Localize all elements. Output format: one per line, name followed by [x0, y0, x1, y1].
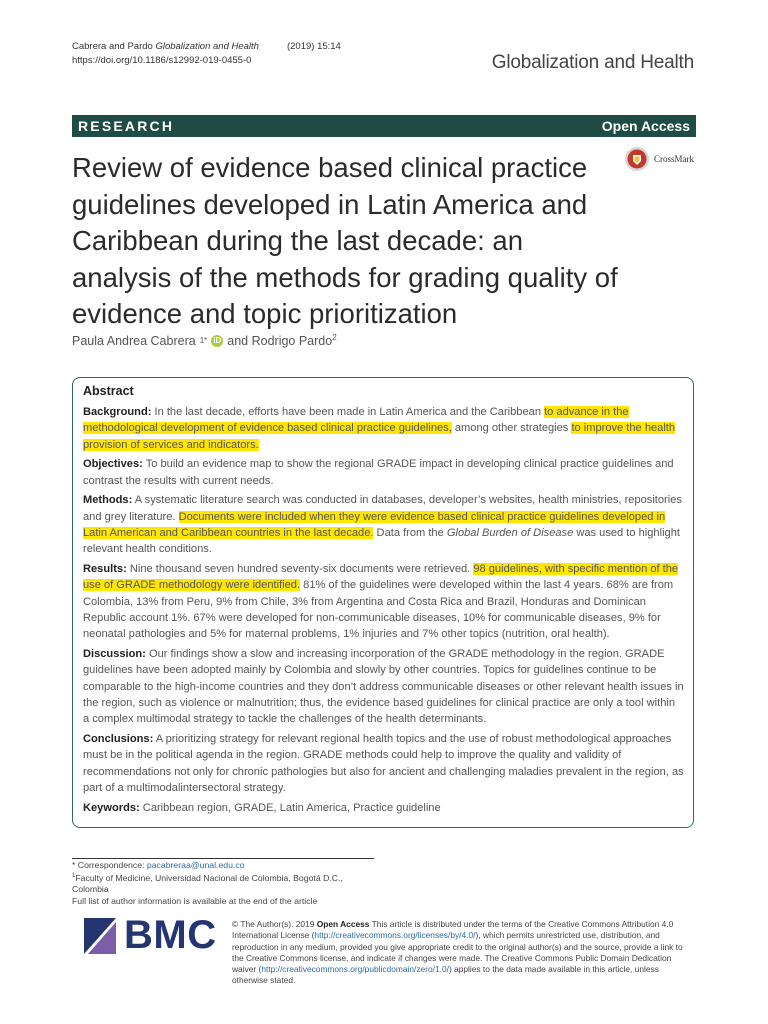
footnote-divider: [72, 858, 374, 859]
abstract-background: Background: In the last decade, efforts have been made in Latin America and the Caribbean to advance in the methodological development of evidence based clinical practice guidelines, among other strategies to improve the health provision of services and indicators.: [83, 406, 676, 451]
bmc-mark-icon: [84, 918, 116, 954]
author-info-note: Full list of author information is available at the end of the article: [72, 895, 318, 906]
crossmark-badge[interactable]: [624, 146, 694, 172]
abstract-conclusions: Conclusions: A prioritizing strategy for relevant regional health topics and the use of robust methodological approaches must be in the political agenda in the region. GRADE methods could help to improve the quality and validity of recommendations not only for chronic pathologies but also for ancient and challenging maladies prevalent in the region, as part of a multimodalintersectoral strategy.: [83, 733, 684, 795]
footnotes: [72, 860, 352, 907]
abstract-keywords: Keywords: Caribbean region, GRADE, Latin America, Practice guideline: [83, 801, 441, 814]
affiliation: $^1$Faculty of Medicine, Universidad Nacional de Colombia, Bogotá D.C., Colombia: [72, 873, 343, 895]
abstract-objectives: Objectives: To build an evidence map to show the regional GRADE impact in developing clinical practice guidelines and contrast the results with current needs.: [83, 458, 674, 487]
author-list: [72, 333, 337, 348]
journal-name: Globalization and Health: [491, 52, 694, 73]
article-type-band: [72, 115, 696, 137]
license-link[interactable]: http://creativecommons.org/licenses/by/4.0/: [314, 930, 476, 941]
crossmark-icon: [624, 146, 650, 172]
highlight: 98 guidelines, with specific mention of the use of GRADE methodology were identified.: [83, 563, 679, 592]
abstract-discussion: Discussion: Our findings show a slow and increasing incorporation of the GRADE methodology in the region. GRADE guidelines have been adopted mainly by Colombia and slowly by other countries. Topics for guidelines continue to be comparable to the high-income countries and they don’t address communicable diseases or other relevant health issues in the region, such as violence or malnutrition; thus, the evidence based guidelines for clinical practice are only a tool within a complex multimodal strategy to tackle the challenges of the health determinants.: [83, 648, 684, 726]
open-access-label: Open Access: [601, 118, 690, 134]
abstract-heading: Abstract: [83, 384, 134, 398]
volume: (2019) 15:14: [286, 41, 341, 52]
highlight: Documents were included when they were evidence based clinical practice guidelines developed in Latin American and Caribbean countries in the last decade.: [83, 510, 666, 540]
abstract-box: [72, 377, 694, 828]
doi-link[interactable]: https://doi.org/10.1186/s12992-019-0455-0: [72, 55, 252, 66]
bmc-logo: [84, 913, 217, 958]
article-title: Review of evidence based clinical practice guidelines developed in Latin America and Caribbean during the last decade: an analysis of the methods for grading quality of evidence and topic prioritization: [72, 152, 618, 329]
author-1-affiliation: 1*: [199, 336, 208, 346]
highlight: to improve the health provision of services and indicators.: [83, 422, 676, 451]
correspondence-email[interactable]: pacabreraa@unal.edu.co: [146, 860, 245, 870]
license-text: © The Author(s). 2019 Open Access This article is distributed under the terms of the Creative Commons Attribution 4.0 International License (http://creativecommons.org/licenses/by/4.0/), which permits unrestricted use, distribution, and reproduction in any medium, provided you give appropriate credit to the original author(s) and the source, provide a link to the Creative Commons license, and indicate if changes were made. The Creative Commons Public Domain Dedication waiver (http://creativecommons.org/publicdomain/zero/1.0/) applies to the data made available in this article, unless otherwise stated.: [232, 919, 683, 986]
author-2[interactable]: and Rodrigo Pardo$^2$: [227, 333, 337, 349]
orcid-icon[interactable]: iD: [213, 335, 222, 345]
abstract-methods: Methods: A systematic literature search was conducted in databases, developer’s websites, health ministries, repositories and grey literature. Documents were included when they were evidence based clinical practice guidelines developed in Latin American and Caribbean countries in the last decade. Data from the Global Burden of Disease was used to highlight relevant health conditions.: [83, 494, 682, 556]
bmc-wordmark: BMC: [124, 913, 217, 957]
article-type-label: RESEARCH: [78, 118, 175, 134]
citation: Cabrera and Pardo Globalization and Health: [72, 41, 259, 52]
crossmark-label: CrossMark: [654, 154, 694, 164]
highlight: to advance in the methodological development of evidence based clinical practice guidelines,: [83, 406, 629, 435]
author-1[interactable]: Paula Andrea Cabrera: [72, 333, 196, 348]
abstract-results: Results: Nine thousand seven hundred seventy-six documents were retrieved. 98 guidelines, with specific mention of the use of GRADE methodology were identified. 81% of the guidelines were developed within the last 4 years. 68% are from Colombia, 13% from Peru, 9% from Chile, 3% from Argentina and Costa Rica and Brazil, Honduras and Dominican Republic account 1%. 67% were developed for non-communicable diseases, 10% for communicable diseases, 9% for neonatal pathologies and 5% for maternal problems, 1% injuries and 7% other topics (nutrition, oral health).: [83, 563, 679, 641]
journal-italic: Globalization and Health: [155, 41, 259, 52]
correspondence: * Correspondence: pacabreraa@unal.edu.co: [72, 860, 245, 870]
public-domain-link[interactable]: http://creativecommons.org/publicdomain/zero/1.0/: [261, 964, 449, 975]
running-header: [72, 40, 341, 68]
